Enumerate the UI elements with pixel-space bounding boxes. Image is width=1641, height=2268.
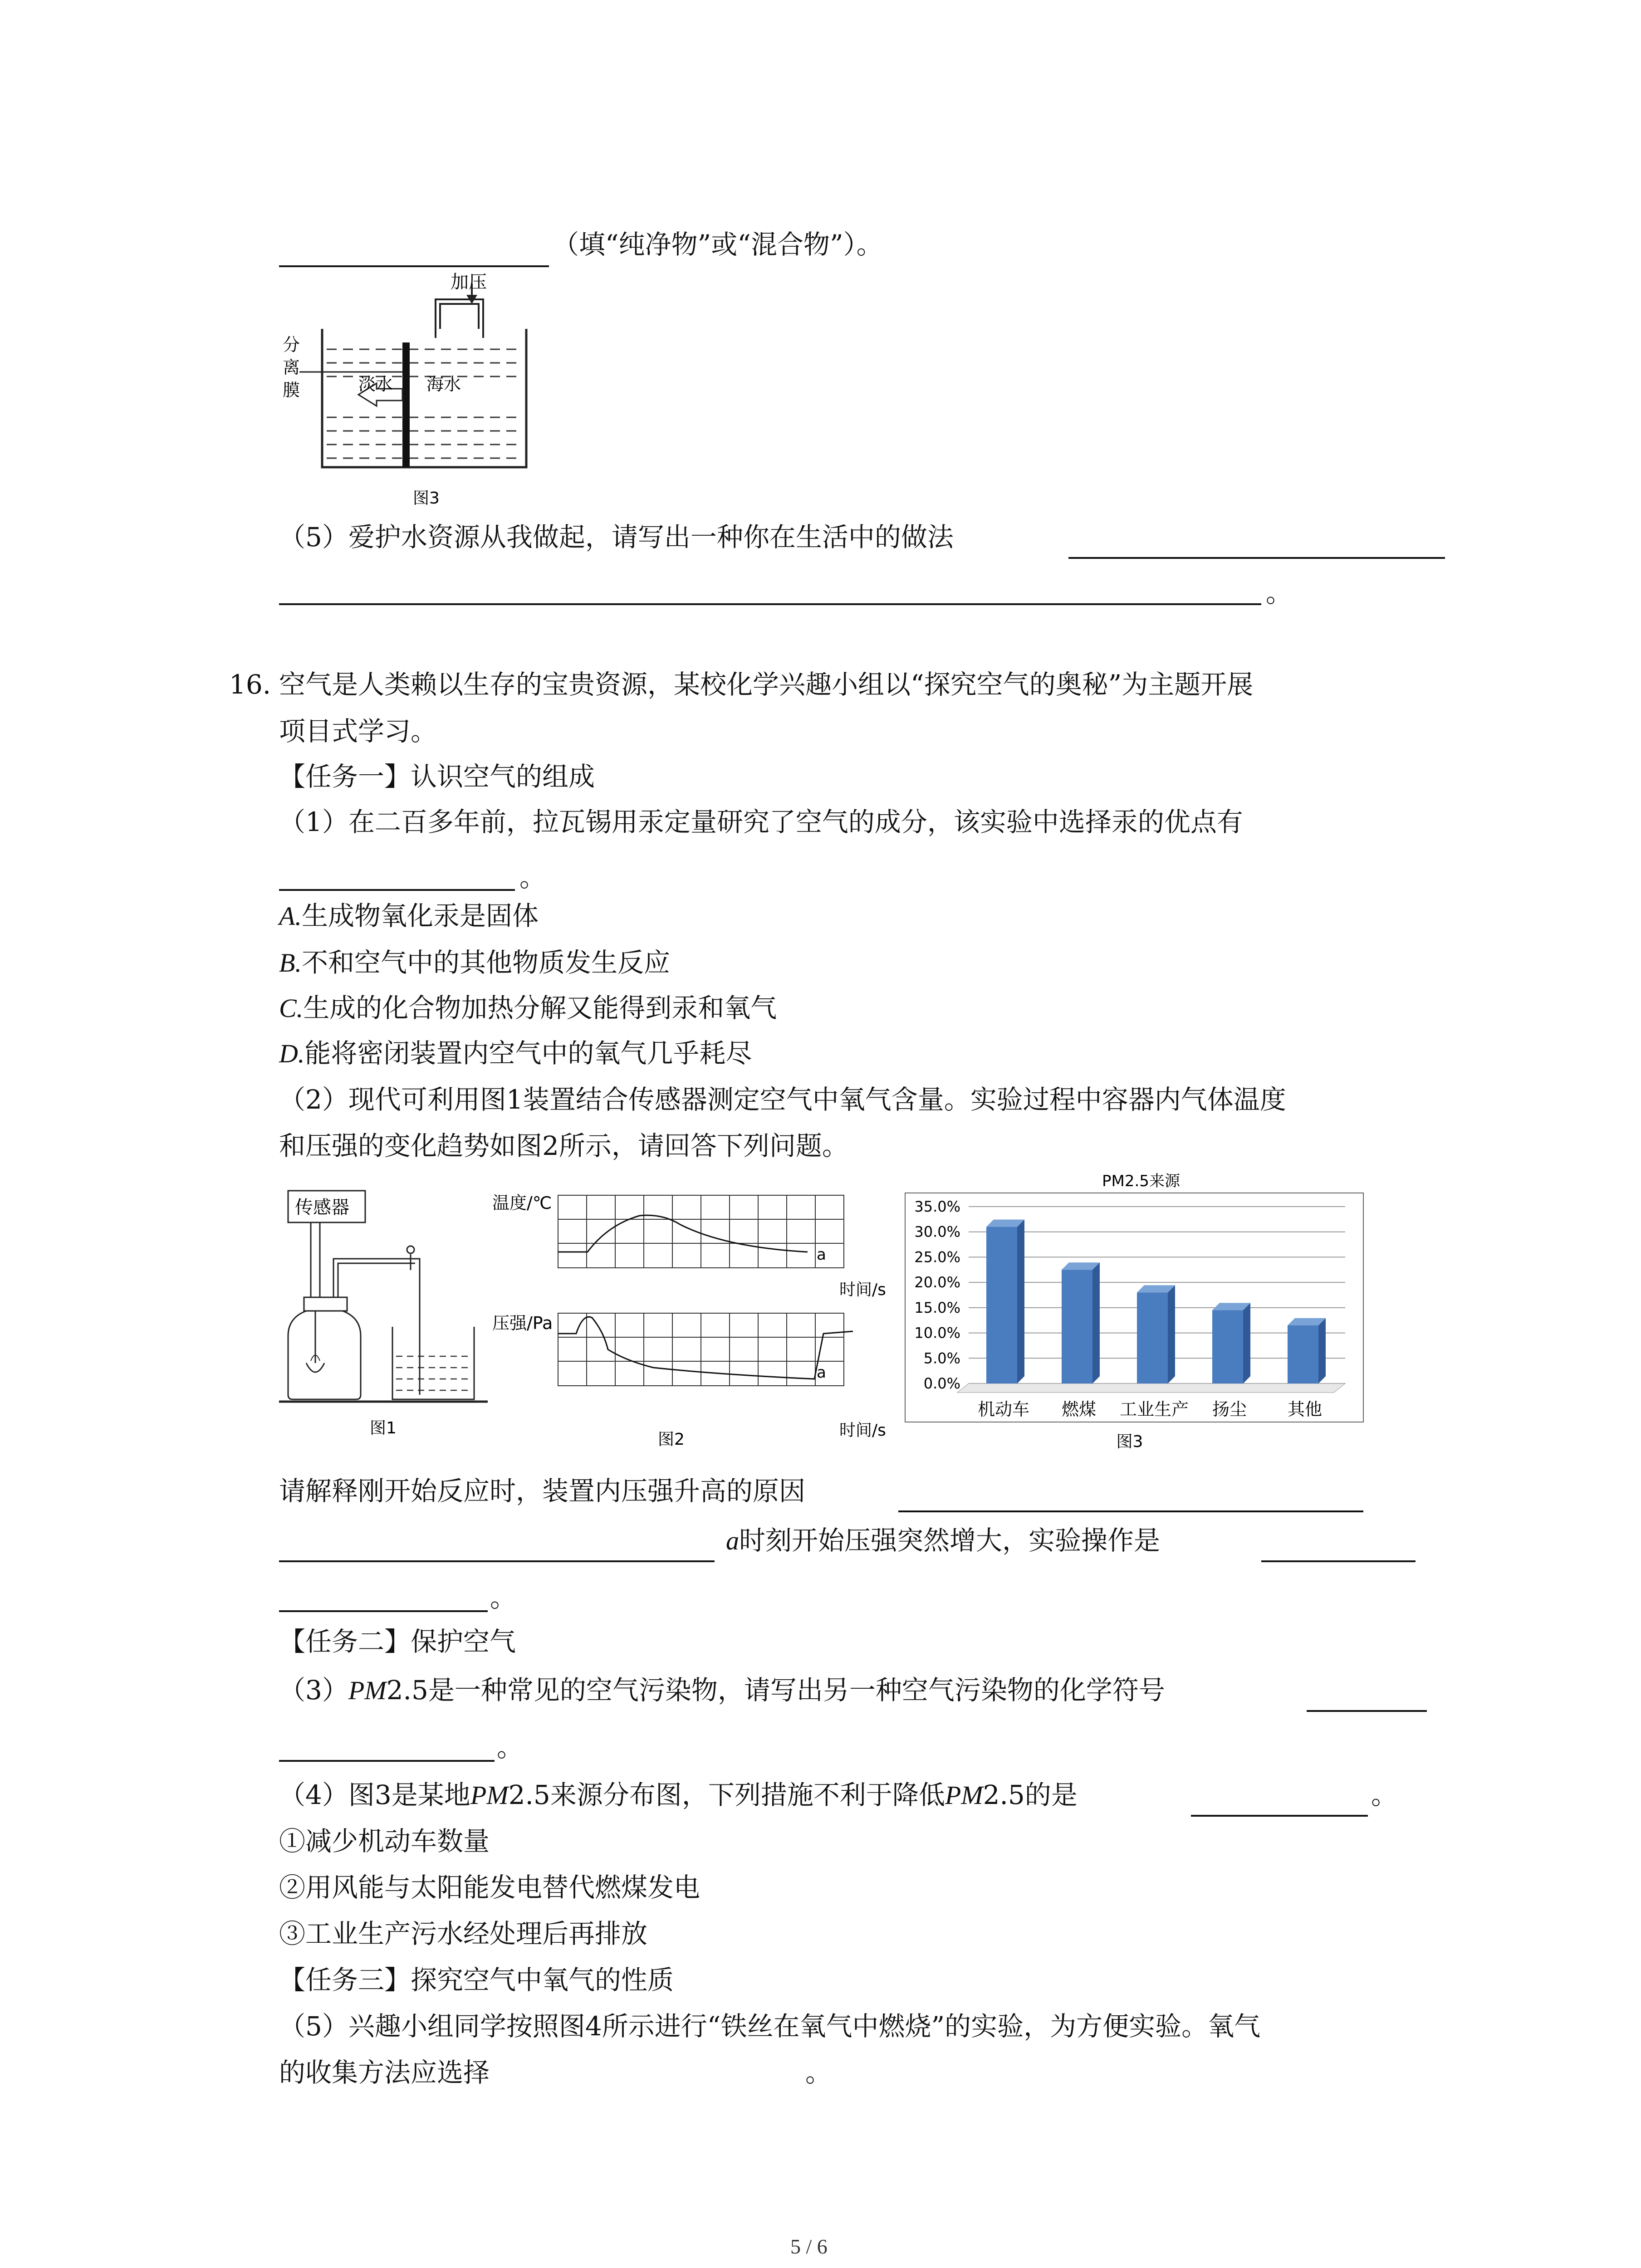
measure-1: ①减少机动车数量 [279, 1826, 490, 1857]
answer-blank-16-4[interactable] [1191, 1815, 1368, 1817]
task1-heading: 【任务一】认识空气的组成 [279, 761, 595, 792]
option-b: B.不和空气中的其他物质发生反应 [279, 947, 670, 978]
figure-caption-top: 图3 [413, 489, 440, 508]
pressure-curve [558, 1317, 853, 1379]
figure-2-caption: 图2 [658, 1430, 685, 1449]
answer-blank-operation-b[interactable] [279, 1610, 488, 1612]
temperature-label: 温度/℃ [492, 1193, 552, 1213]
y-tick-label: 10.0% [914, 1324, 960, 1342]
chart-title: PM2.5来源 [1102, 1172, 1180, 1190]
sensor-label: 传感器 [295, 1197, 349, 1218]
answer-blank-15-5a[interactable] [1068, 557, 1445, 559]
bar-front [986, 1227, 1017, 1383]
measure-2: ②用风能与太阳能发电替代燃煤发电 [279, 1872, 700, 1903]
bar [1288, 1318, 1326, 1383]
option-a: A.生成物氧化汞是固体 [279, 900, 539, 931]
y-tick-label: 20.0% [914, 1274, 960, 1291]
explain-pressure-rise: 请解释刚开始反应时，装置内压强升高的原因 [279, 1476, 806, 1506]
q16-5-line1: （5）兴趣小组同学按照图4所示进行“铁丝在氧气中燃烧”的实验，为方便实验。氧气 [279, 2011, 1261, 2042]
bar-front [1288, 1325, 1318, 1383]
question-number: 16. [229, 669, 271, 700]
fill-hint: （填“纯净物”或“混合物”）。 [553, 229, 883, 260]
task2-heading: 【任务二】保护空气 [279, 1626, 516, 1657]
bar-front [1137, 1292, 1168, 1383]
q16-intro-line1: 空气是人类赖以生存的宝贵资源，某校化学兴趣小组以“探究空气的奥秘”为主题开展 [279, 669, 1254, 700]
answer-blank-pressure-reason-b[interactable] [279, 1560, 715, 1562]
task3-heading: 【任务三】探究空气中氧气的性质 [279, 1965, 674, 1995]
time-label-2: 时间/s [839, 1421, 886, 1440]
desalination-figure [279, 270, 542, 515]
bar-front [1212, 1310, 1243, 1383]
sea-water-label: 海水 [426, 374, 461, 394]
y-tick-label: 25.0% [914, 1248, 960, 1266]
pressurize-label: 加压 [451, 272, 487, 293]
y-tick-label: 0.0% [923, 1375, 960, 1392]
q16-5-period: 。 [805, 2057, 832, 2088]
time-a-operation: a时刻开始压强突然增大，实验操作是 [726, 1525, 1161, 1556]
bar [1137, 1285, 1175, 1383]
y-tick-label: 15.0% [914, 1299, 960, 1316]
pressure-point-a: a [817, 1364, 826, 1382]
y-tick-label: 5.0% [923, 1349, 960, 1367]
membrane-label-1: 分 [283, 335, 300, 355]
fresh-water-label: 淡水 [358, 374, 393, 394]
x-tick-label: 工业生产 [1119, 1399, 1189, 1419]
bar-front [1062, 1270, 1092, 1383]
answer-blank-16-3b[interactable] [279, 1760, 495, 1762]
bar-side [1243, 1303, 1250, 1383]
option-d: D.能将密闭装置内空气中的氧气几乎耗尽 [279, 1038, 752, 1069]
q16-intro-line2: 项目式学习。 [279, 716, 437, 747]
q16-1-period: 。 [519, 862, 546, 893]
answer-blank-15-5b[interactable] [279, 603, 1261, 605]
bar-side [1168, 1285, 1175, 1383]
temperature-grid [558, 1195, 844, 1268]
period: 。 [1266, 577, 1293, 608]
figure-2-temperature-pressure [490, 1182, 894, 1454]
figure-1-caption: 图1 [370, 1419, 397, 1437]
answer-blank-pure-mixture[interactable] [279, 265, 549, 267]
q16-2-line1: （2）现代可利用图1装置结合传感器测定空气中氧气含量。实验过程中容器内气体温度 [279, 1084, 1286, 1115]
bar [986, 1220, 1024, 1383]
pressure-grid [558, 1313, 844, 1386]
figure-3-caption: 图3 [1116, 1432, 1143, 1451]
x-tick-label: 其他 [1287, 1399, 1323, 1419]
y-tick-label: 30.0% [914, 1223, 960, 1241]
q16-5-line2: 的收集方法应选择 [279, 2057, 490, 2088]
option-c: C.生成的化合物加热分解又能得到汞和氧气 [279, 992, 777, 1023]
membrane-label-3: 膜 [283, 380, 300, 400]
q16-3: （3）PM2.5是一种常见的空气污染物，请写出另一种空气污染物的化学符号 [279, 1675, 1165, 1706]
x-tick-label: 燃煤 [1061, 1399, 1097, 1419]
time-label-1: 时间/s [839, 1281, 886, 1299]
q16-4: （4）图3是某地PM2.5来源分布图，下列措施不利于降低PM2.5的是 [279, 1779, 1078, 1810]
q16-4-period: 。 [1371, 1779, 1398, 1810]
membrane-label-2: 离 [283, 357, 300, 377]
answer-blank-pressure-reason-a[interactable] [898, 1510, 1363, 1512]
temperature-curve [558, 1215, 808, 1252]
bar-side [1092, 1262, 1100, 1383]
answer-blank-16-3a[interactable] [1307, 1710, 1427, 1712]
bar [1062, 1262, 1100, 1383]
bar-side [1017, 1220, 1024, 1383]
temperature-point-a: a [817, 1246, 826, 1264]
x-tick-label: 机动车 [977, 1399, 1030, 1419]
bar [1212, 1303, 1250, 1383]
question-15-5: （5）爱护水资源从我做起，请写出一种你在生活中的做法 [279, 522, 954, 552]
figure-3-pm25-chart [901, 1170, 1372, 1461]
answer-blank-operation-a[interactable] [1261, 1560, 1416, 1562]
q16-2-period: 。 [490, 1582, 517, 1613]
y-tick-label: 35.0% [914, 1198, 960, 1215]
x-tick-label: 扬尘 [1212, 1399, 1247, 1419]
page-number: 5 / 6 [790, 2235, 828, 2258]
q16-1: （1）在二百多年前，拉瓦锡用汞定量研究了空气的成分，该实验中选择汞的优点有 [279, 807, 1243, 837]
q16-2-line2: 和压强的变化趋势如图2所示，请回答下列问题。 [279, 1130, 848, 1161]
answer-blank-16-1[interactable] [279, 889, 515, 891]
figure-1-apparatus [279, 1182, 492, 1454]
chart-floor [957, 1383, 1345, 1393]
measure-3: ③工业生产污水经处理后再排放 [279, 1918, 648, 1949]
bar-side [1318, 1318, 1326, 1383]
pressure-label: 压强/Pa [492, 1313, 553, 1333]
q16-3-period: 。 [497, 1732, 524, 1763]
